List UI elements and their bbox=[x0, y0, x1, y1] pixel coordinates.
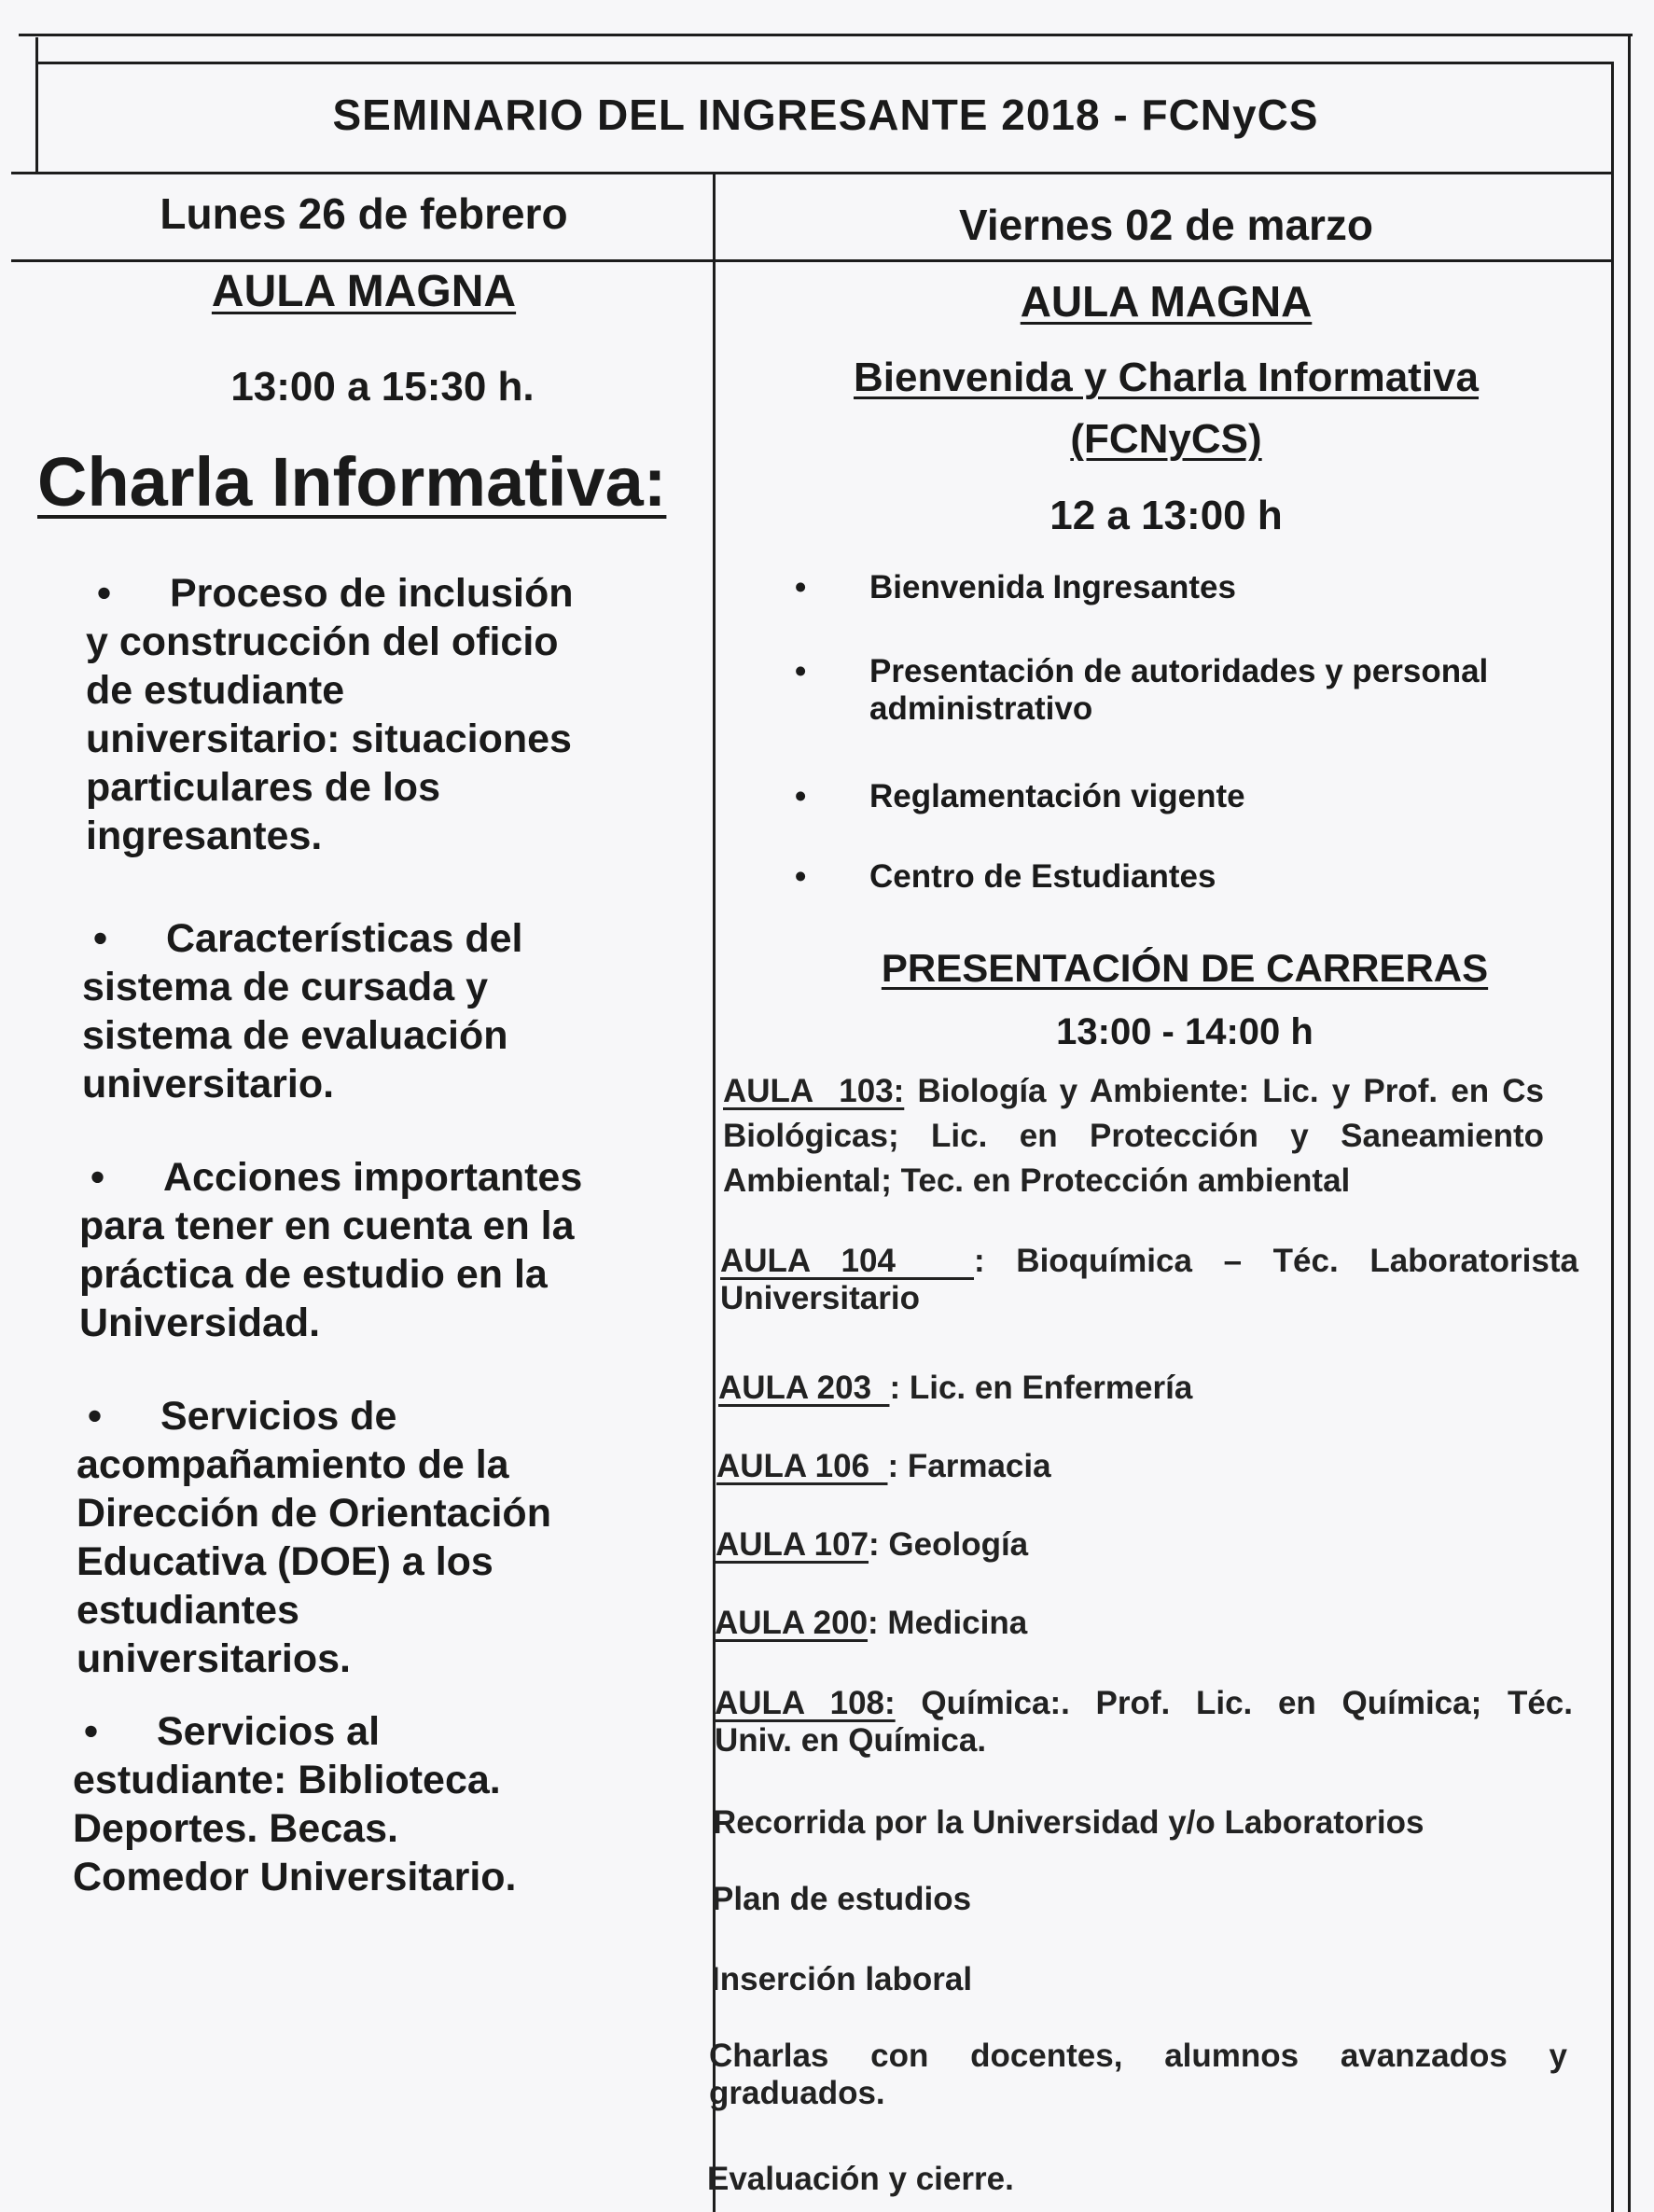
room-text: Química:. Prof. Lic. en Química; Téc. Univ. en Química. bbox=[715, 1685, 1582, 1759]
room-entry-108 bbox=[715, 1685, 1582, 1760]
bullet-dot: • bbox=[795, 569, 807, 605]
bullet-rest: acompañamiento de la Dirección de Orientación Educativa (DOE) a los estudiantes universitarios. bbox=[76, 1442, 551, 1681]
room-label: AULA 107 bbox=[716, 1526, 869, 1563]
left-time: 13:00 a 15:30 h. bbox=[230, 364, 535, 410]
right-bullet-text: Centro de Estudiantes bbox=[869, 858, 1216, 895]
left-bullet-4 bbox=[76, 1392, 674, 1683]
room-label: AULA 103: bbox=[723, 1073, 905, 1109]
bullet-rest: para tener en cuenta en la práctica de estudio en la Universidad. bbox=[79, 1203, 575, 1345]
bullet-first-line: Servicios al bbox=[157, 1709, 381, 1754]
header-bottom-rule bbox=[11, 259, 1614, 262]
left-heading: Charla Informativa: bbox=[37, 443, 667, 521]
room-entry-103 bbox=[723, 1069, 1544, 1203]
left-day-header: Lunes 26 de febrero bbox=[160, 189, 568, 238]
top-rule-outer bbox=[19, 34, 1633, 36]
left-bullet-5 bbox=[73, 1707, 670, 1901]
left-bullet-3 bbox=[79, 1153, 676, 1347]
room-label: AULA 203 bbox=[718, 1370, 890, 1406]
bullet-rest: sistema de cursada y sistema de evaluación universitario. bbox=[82, 965, 508, 1106]
right-welcome-line1: Bienvenida y Charla Informativa bbox=[854, 355, 1479, 400]
left-place: AULA MAGNA bbox=[211, 267, 517, 316]
bullet-dot: • bbox=[795, 778, 807, 814]
careers-heading: PRESENTACIÓN DE CARRERAS bbox=[881, 946, 1489, 990]
bullet-dot: • bbox=[795, 653, 807, 689]
room-entry-104 bbox=[720, 1243, 1588, 1317]
left-bullet-1 bbox=[86, 569, 683, 860]
bullet-rest: y construcción del oficio de estudiante universitario: situaciones particulares de los ingresantes. bbox=[86, 619, 572, 858]
room-text: : Geología bbox=[869, 1526, 1029, 1563]
right-border-outer bbox=[1628, 34, 1631, 2212]
left-column bbox=[37, 266, 709, 522]
document-title: SEMINARIO DEL INGRESANTE 2018 - FCNyCS bbox=[332, 90, 1319, 139]
room-text: Biología y Ambiente: Lic. y Prof. en Cs Biológicas; Lic. en Protección y Saneamiento Ambiental; Tec. en Protección ambiental bbox=[723, 1073, 1544, 1199]
bullet-first-line: Servicios de bbox=[160, 1394, 397, 1439]
room-label: AULA 108: bbox=[715, 1685, 896, 1721]
right-bullet-text: Bienvenida Ingresantes bbox=[869, 569, 1236, 605]
bullet-first-line: Acciones importantes bbox=[163, 1155, 583, 1200]
right-time-2: 13:00 - 14:00 h bbox=[1056, 1011, 1313, 1052]
left-bullet-2 bbox=[82, 914, 679, 1108]
extra-job-insertion: Inserción laboral bbox=[711, 1961, 973, 1997]
top-rule-inner bbox=[37, 62, 1614, 64]
room-entry-107 bbox=[716, 1523, 1028, 1567]
bullet-dot: • bbox=[795, 858, 807, 895]
bullet-dot: • bbox=[90, 1155, 105, 1200]
right-welcome-line2: (FCNyCS) bbox=[1070, 416, 1262, 462]
right-bullet-text: Reglamentación vigente bbox=[869, 778, 1245, 814]
title-bottom-rule bbox=[11, 172, 1614, 174]
right-bullet-text: Presentación de autoridades y personal administrativo bbox=[869, 653, 1489, 727]
room-label: AULA 106 bbox=[716, 1448, 888, 1484]
bullet-first-line: Proceso de inclusión bbox=[170, 571, 574, 616]
room-text: : Bioquímica – Téc. Laboratorista Universitario bbox=[720, 1243, 1588, 1316]
right-place: AULA MAGNA bbox=[1020, 277, 1313, 326]
bullet-rest: estudiante: Biblioteca. Deportes. Becas. Comedor Universitario. bbox=[73, 1758, 517, 1899]
room-entry-203 bbox=[718, 1366, 1192, 1411]
right-day-header: Viernes 02 de marzo bbox=[958, 201, 1374, 249]
room-text: : Lic. en Enfermería bbox=[889, 1370, 1193, 1406]
extra-tour: Recorrida por la Universidad y/o Laboratorios bbox=[713, 1804, 1425, 1841]
room-text: : Farmacia bbox=[887, 1448, 1051, 1484]
bullet-dot: • bbox=[88, 1394, 103, 1439]
bullet-dot: • bbox=[84, 1709, 99, 1754]
right-time-1: 12 a 13:00 h bbox=[1049, 493, 1283, 538]
extra-closing: Evaluación y cierre. bbox=[707, 2161, 1014, 2197]
extra-talks: Charlas con docentes, alumnos avanzados y graduados. bbox=[709, 2038, 1577, 2111]
bullet-dot: • bbox=[93, 916, 108, 961]
room-entry-106 bbox=[716, 1444, 1051, 1489]
room-entry-200 bbox=[715, 1601, 1027, 1646]
bullet-first-line: Características del bbox=[166, 916, 523, 961]
room-label: AULA 104 bbox=[720, 1243, 975, 1279]
room-label: AULA 200 bbox=[715, 1605, 869, 1641]
right-border bbox=[1611, 62, 1614, 2212]
bullet-dot: • bbox=[97, 571, 112, 616]
room-text: : Medicina bbox=[868, 1605, 1028, 1641]
extra-study-plan: Plan de estudios bbox=[712, 1881, 972, 1917]
